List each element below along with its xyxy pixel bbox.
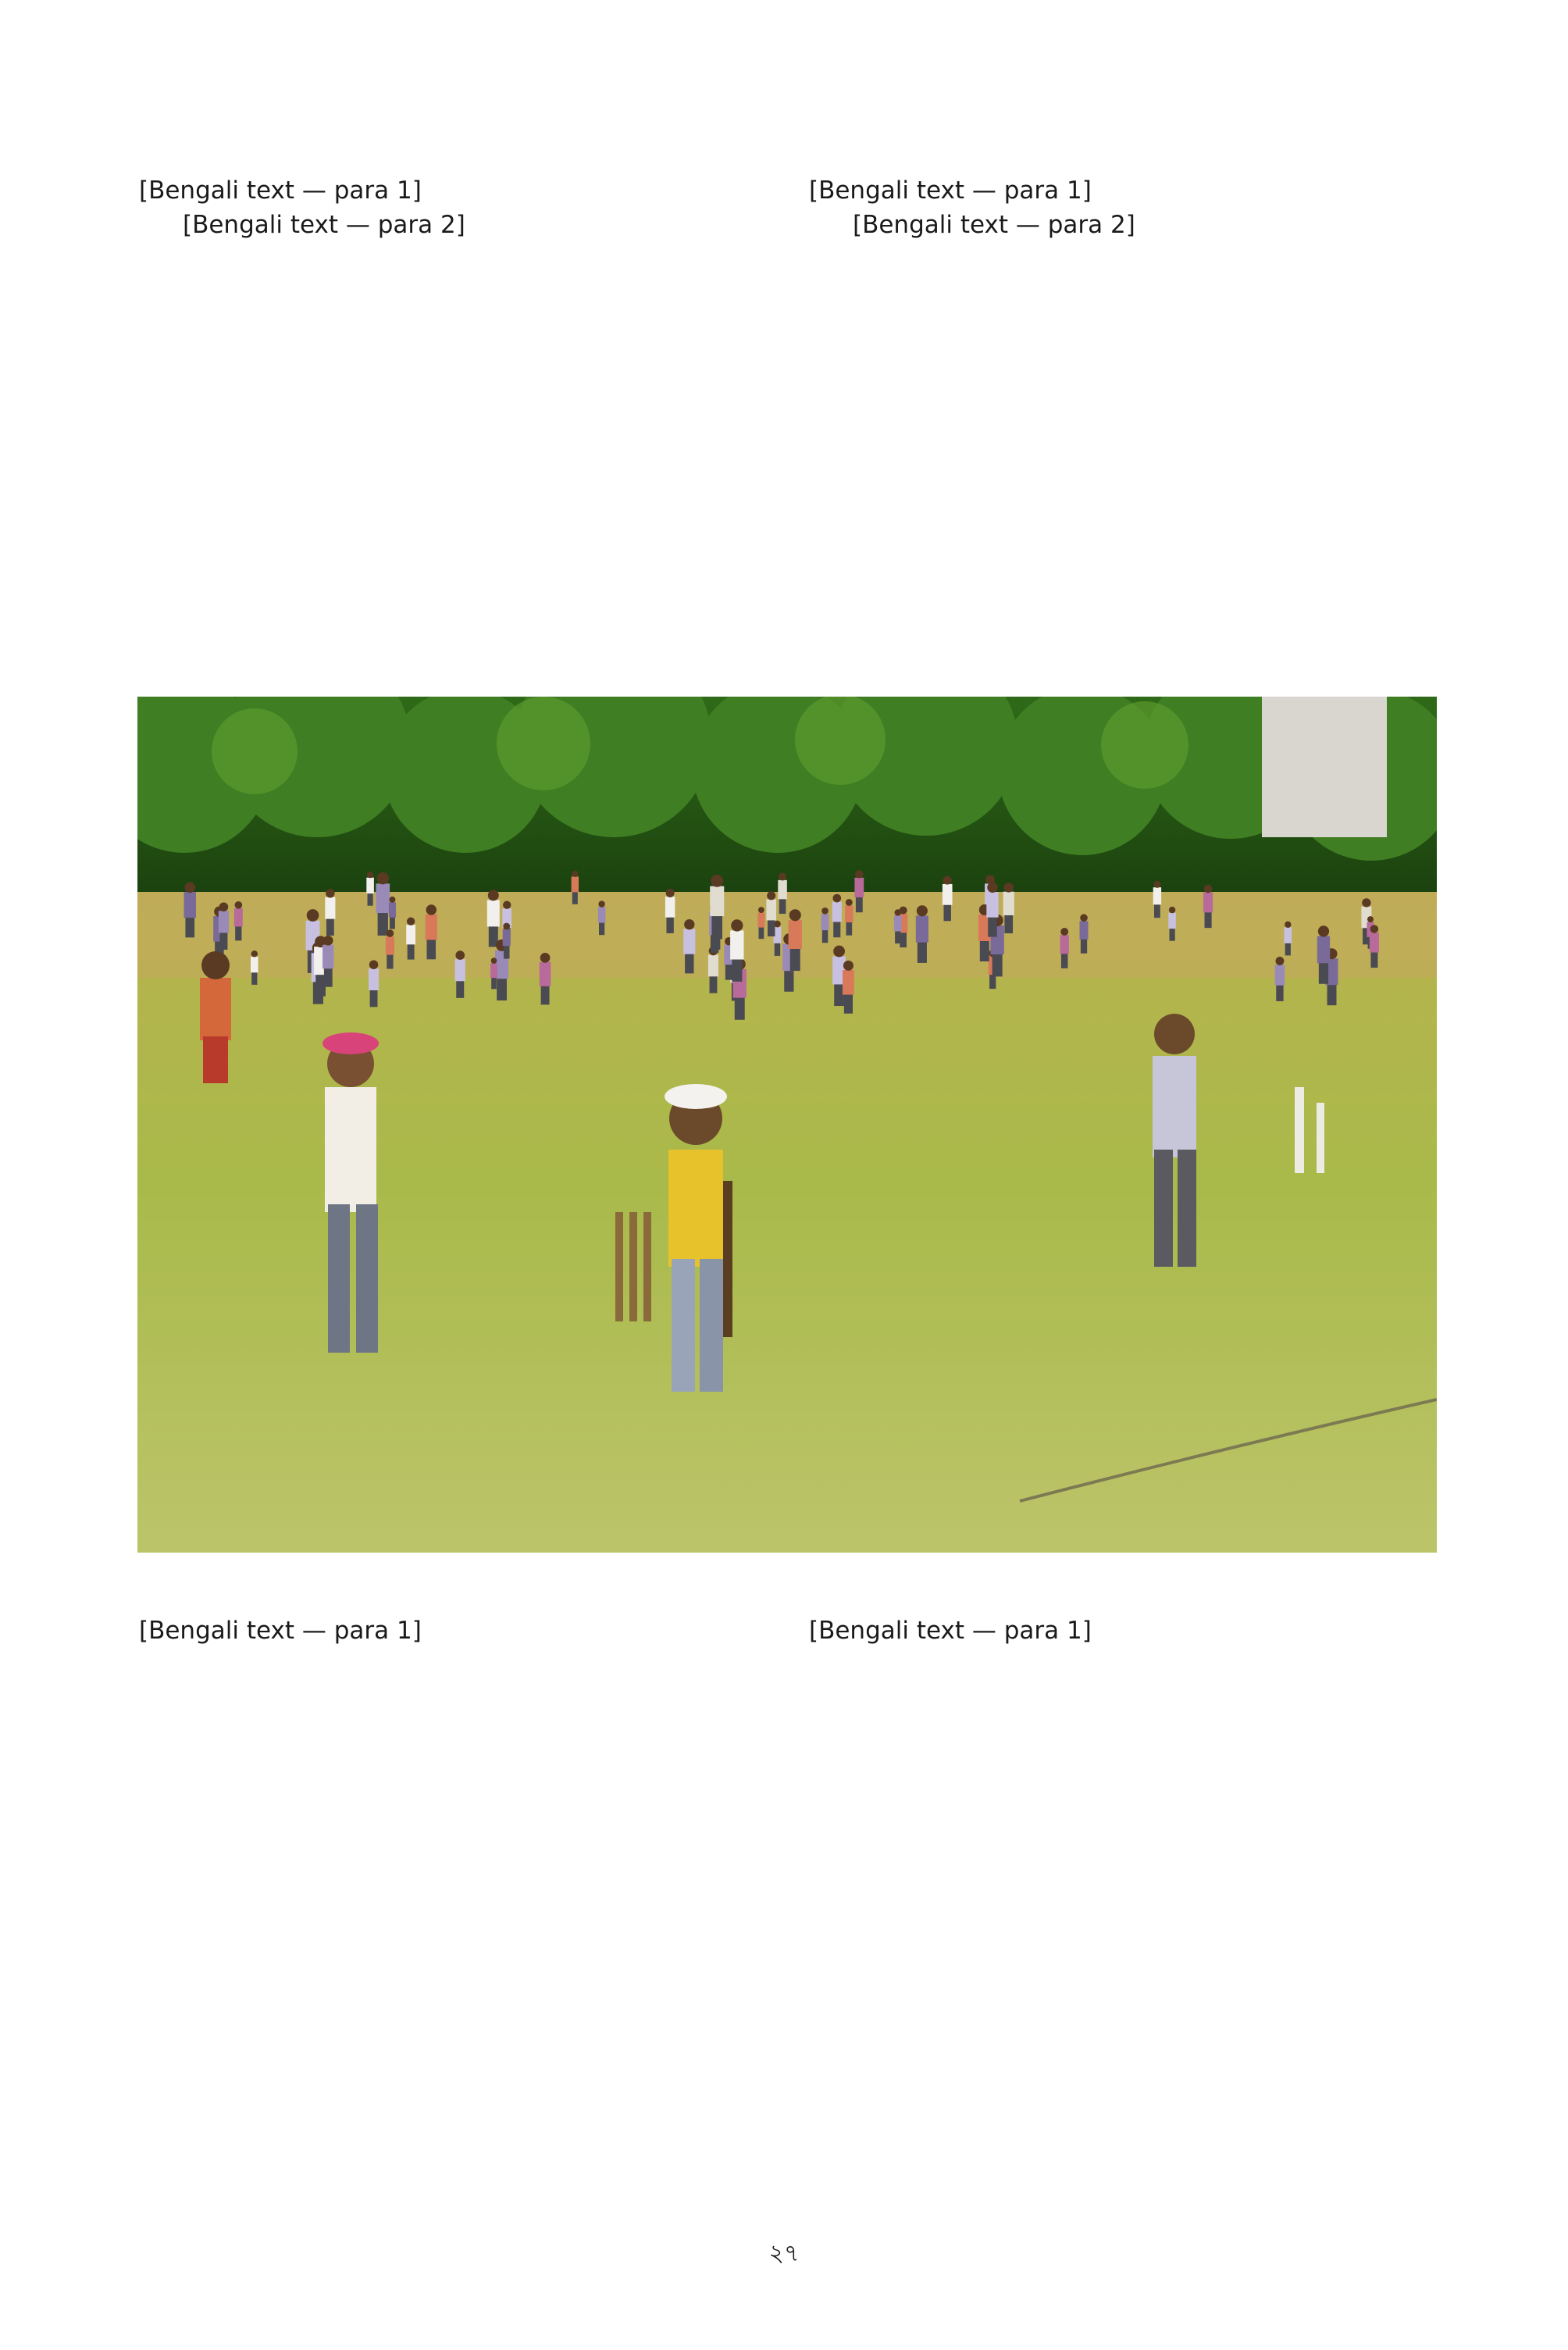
crowd-figure [598,900,606,935]
crowd-figure [943,876,953,922]
stumps [615,1212,651,1321]
page-number: ২৭ [768,2240,800,2267]
crowd-figure [1168,907,1176,941]
crowd-figure [894,909,902,943]
crowd-figure [490,957,497,989]
crowd-figure [540,953,551,1004]
text-column-top-left [139,173,756,242]
stumps-distant [1295,1087,1304,1173]
crowd-figure [1370,925,1379,968]
text-column-bottom-left [139,1614,756,1648]
crowd-figure [376,872,390,936]
crowd-figure [389,897,396,929]
stumps-distant [1317,1103,1324,1173]
crowd-figure [757,907,764,939]
photo-illustration [137,697,1437,1553]
crowd-figure [323,936,333,987]
crowd-figure [821,908,829,943]
text-column-top-right [809,173,1429,242]
crowd-figure [1203,885,1213,928]
crowd-figure [1275,957,1285,1001]
crowd-figure [766,891,776,936]
crowd-figure [426,904,437,959]
crowd-figure [1153,881,1161,918]
crowd-figure [854,870,864,912]
paragraph: [Bengali text — para 2] [183,211,465,239]
crowd-figure [778,872,787,914]
building [1262,697,1387,837]
crowd-figure [1317,925,1330,983]
crowd-figure [832,894,842,937]
cricket-ground-photo [137,697,1437,1553]
crowd-figure [455,950,465,998]
crowd-figure [251,950,258,985]
crowd-figure [789,909,802,971]
paragraph: [Bengali text — para 1] [809,177,1092,205]
crowd-figure [710,875,724,939]
crowd-figure [369,960,379,1007]
crowd-figure [325,889,335,936]
crowd-figure [406,918,415,960]
crowd-figure [986,883,998,937]
crowd-figure [845,899,853,936]
crowd-figure [487,890,500,947]
crowd-figure [843,961,854,1014]
crowd-figure [386,929,394,968]
crowd-figure [730,919,743,982]
crowd-figure [1060,928,1069,968]
crowd-figure [683,919,695,973]
crowd-figure [184,883,197,938]
crowd-figure [219,902,229,950]
crowd-figure [503,923,511,959]
crowd-figure [366,872,374,906]
crowd-figure [1003,883,1014,933]
crowd-figure [708,947,718,993]
crowd-figure [916,905,928,963]
crowd-figure [665,889,675,933]
text-column-bottom-right [809,1614,1429,1648]
crowd-figure [234,901,243,940]
paragraph: [Bengali text — para 2] [853,211,1135,239]
paragraph: [Bengali text — para 1] [139,1617,422,1645]
crowd-figure [572,871,579,904]
paragraph: [Bengali text — para 1] [809,1617,1092,1645]
paragraph: [Bengali text — para 1] [139,177,422,205]
crowd-figure [1285,922,1292,956]
crowd-figure [1080,914,1089,953]
spectator [200,951,231,1083]
